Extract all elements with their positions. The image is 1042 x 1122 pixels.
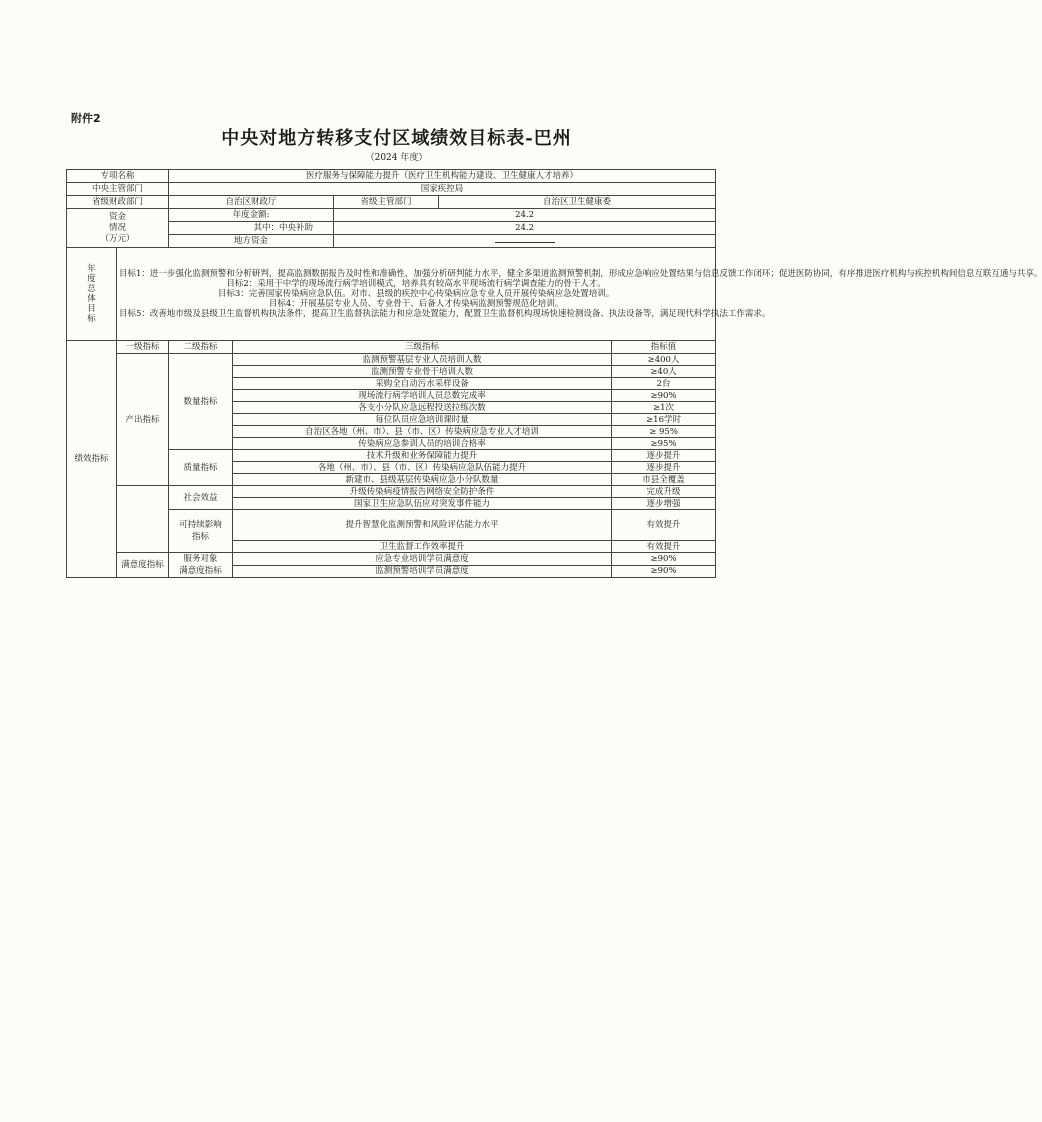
quality-value: 市县全覆盖 — [612, 474, 716, 486]
annual-amount-label: 年度金额: — [169, 209, 334, 222]
quantity-item: 自治区各地（州、市）、县（市、区）传染病应急专业人才培训 — [233, 426, 612, 438]
central-dept-value: 国家疾控局 — [169, 183, 716, 196]
social-label: 社会效益 — [169, 486, 233, 510]
goal-5: 目标5：改善地市级及县级卫生监督机构执法条件，提高卫生监督执法能力和应急处置能力，配置卫生监督机构现场快速检测设备、执法设备等，满足现代科学执法工作需求。 — [119, 309, 771, 319]
central-dept-label: 中央主管部门 — [67, 183, 169, 196]
local-funds-value — [334, 235, 716, 248]
satisfaction-label: 满意度指标 — [117, 553, 169, 578]
quality-item: 技术升级和业务保障能力提升 — [233, 450, 612, 462]
quantity-value: 2台 — [612, 378, 716, 390]
goal-2: 目标2：采用干中学的现场流行病学培训模式，培养具有较高水平现场流行病学调查能力的骨干人才。 — [226, 279, 606, 289]
goals-label: 年 度 总 体 目 标 — [67, 248, 117, 341]
funds-label: 资金 情况 （万元） — [67, 209, 169, 248]
quantity-item: 传染病应急参训人员的培训合格率 — [233, 438, 612, 450]
goals-content — [117, 248, 1042, 341]
perf-h1: 一级指标 — [117, 341, 169, 354]
quantity-value: ≥400人 — [612, 354, 716, 366]
quality-label: 质量指标 — [169, 450, 233, 486]
social-value: 完成升级 — [612, 486, 716, 498]
perf-h3: 三级指标 — [233, 341, 612, 354]
sustain-value: 有效提升 — [612, 510, 716, 541]
local-funds-dash — [495, 237, 555, 243]
performance-table — [66, 169, 1042, 578]
social-item: 升级传染病疫情报告网络安全防护条件 — [233, 486, 612, 498]
quantity-value: ≥ 95% — [612, 426, 716, 438]
quality-item: 各地（州、市）、县（市、区）传染病应急队伍能力提升 — [233, 462, 612, 474]
quality-item: 新建市、县级基层传染病应急小分队数量 — [233, 474, 612, 486]
satisfaction-sub-label: 服务对象 满意度指标 — [169, 553, 233, 578]
quantity-value: ≥1次 — [612, 402, 716, 414]
central-subsidy-value: 24.2 — [334, 222, 716, 235]
sustain-item: 卫生监督工作效率提升 — [233, 541, 612, 553]
prov-finance-value: 自治区财政厅 — [169, 196, 334, 209]
prov-dept-label: 省级主管部门 — [334, 196, 439, 209]
local-funds-label: 地方资金 — [169, 235, 334, 248]
satisfaction-item: 监测预警培训学员满意度 — [233, 565, 612, 578]
quantity-item: 监测预警专业骨干培训人数 — [233, 366, 612, 378]
perf-h2: 二级指标 — [169, 341, 233, 354]
quantity-item: 每位队员应急培训课时量 — [233, 414, 612, 426]
quantity-item: 监测预警基层专业人员培训人数 — [233, 354, 612, 366]
goal-1: 目标1：进一步强化监测预警和分析研判，提高监测数据报告及时性和准确性，加强分析研判能力水平，健全多渠道监测预警机制，形成应急响应处置结果与信息反馈工作闭环；促进医防协同，有序推进医疗机构与疾控机构间信息互联互通与共享。 — [119, 269, 1042, 279]
project-label: 专项名称 — [67, 170, 169, 183]
prov-dept-value: 自治区卫生健康委 — [439, 196, 716, 209]
social-value: 逐步增强 — [612, 498, 716, 510]
social-item: 国家卫生应急队伍应对突发事件能力 — [233, 498, 612, 510]
perf-label: 绩效指标 — [67, 341, 117, 578]
perf-h4: 指标值 — [612, 341, 716, 354]
satisfaction-value: ≥90% — [612, 565, 716, 578]
central-subsidy-label: 其中：中央补助 — [169, 222, 334, 235]
benefit-label — [117, 486, 169, 553]
project-value: 医疗服务与保障能力提升（医疗卫生机构能力建设、卫生健康人才培养） — [169, 170, 716, 183]
quantity-value: ≥16学时 — [612, 414, 716, 426]
quantity-item: 现场流行病学培训人员总数完成率 — [233, 390, 612, 402]
quantity-item: 采购全自动污水采样设备 — [233, 378, 612, 390]
quantity-label: 数量指标 — [169, 354, 233, 450]
prov-finance-label: 省级财政部门 — [67, 196, 169, 209]
year-label: （2024 年度） — [365, 153, 428, 163]
output-label: 产出指标 — [117, 354, 169, 486]
quantity-value: ≥95% — [612, 438, 716, 450]
attachment-label: 附件2 — [71, 112, 101, 125]
satisfaction-item: 应急专业培训学员满意度 — [233, 553, 612, 566]
quantity-value: ≥90% — [612, 390, 716, 402]
quality-value: 逐步提升 — [612, 462, 716, 474]
quantity-item: 各支小分队应急远程投送拉练次数 — [233, 402, 612, 414]
goal-4: 目标4：开展基层专业人员、专业骨干、后备人才传染病监测预警规范化培训。 — [268, 299, 564, 309]
goal-3: 目标3：完善国家传染病应急队伍。对市、县级的疾控中心传染病应急专业人员开展传染病应急处置培训。 — [217, 289, 615, 299]
sustain-item: 提升智慧化监测预警和风险评估能力水平 — [233, 510, 612, 541]
page-title: 中央对地方转移支付区域绩效目标表-巴州 — [221, 128, 572, 149]
quantity-value: ≥40人 — [612, 366, 716, 378]
sustain-value: 有效提升 — [612, 541, 716, 553]
annual-amount-value: 24.2 — [334, 209, 716, 222]
satisfaction-value: ≥90% — [612, 553, 716, 566]
sustain-label: 可持续影响 指标 — [169, 510, 233, 553]
quality-value: 逐步提升 — [612, 450, 716, 462]
